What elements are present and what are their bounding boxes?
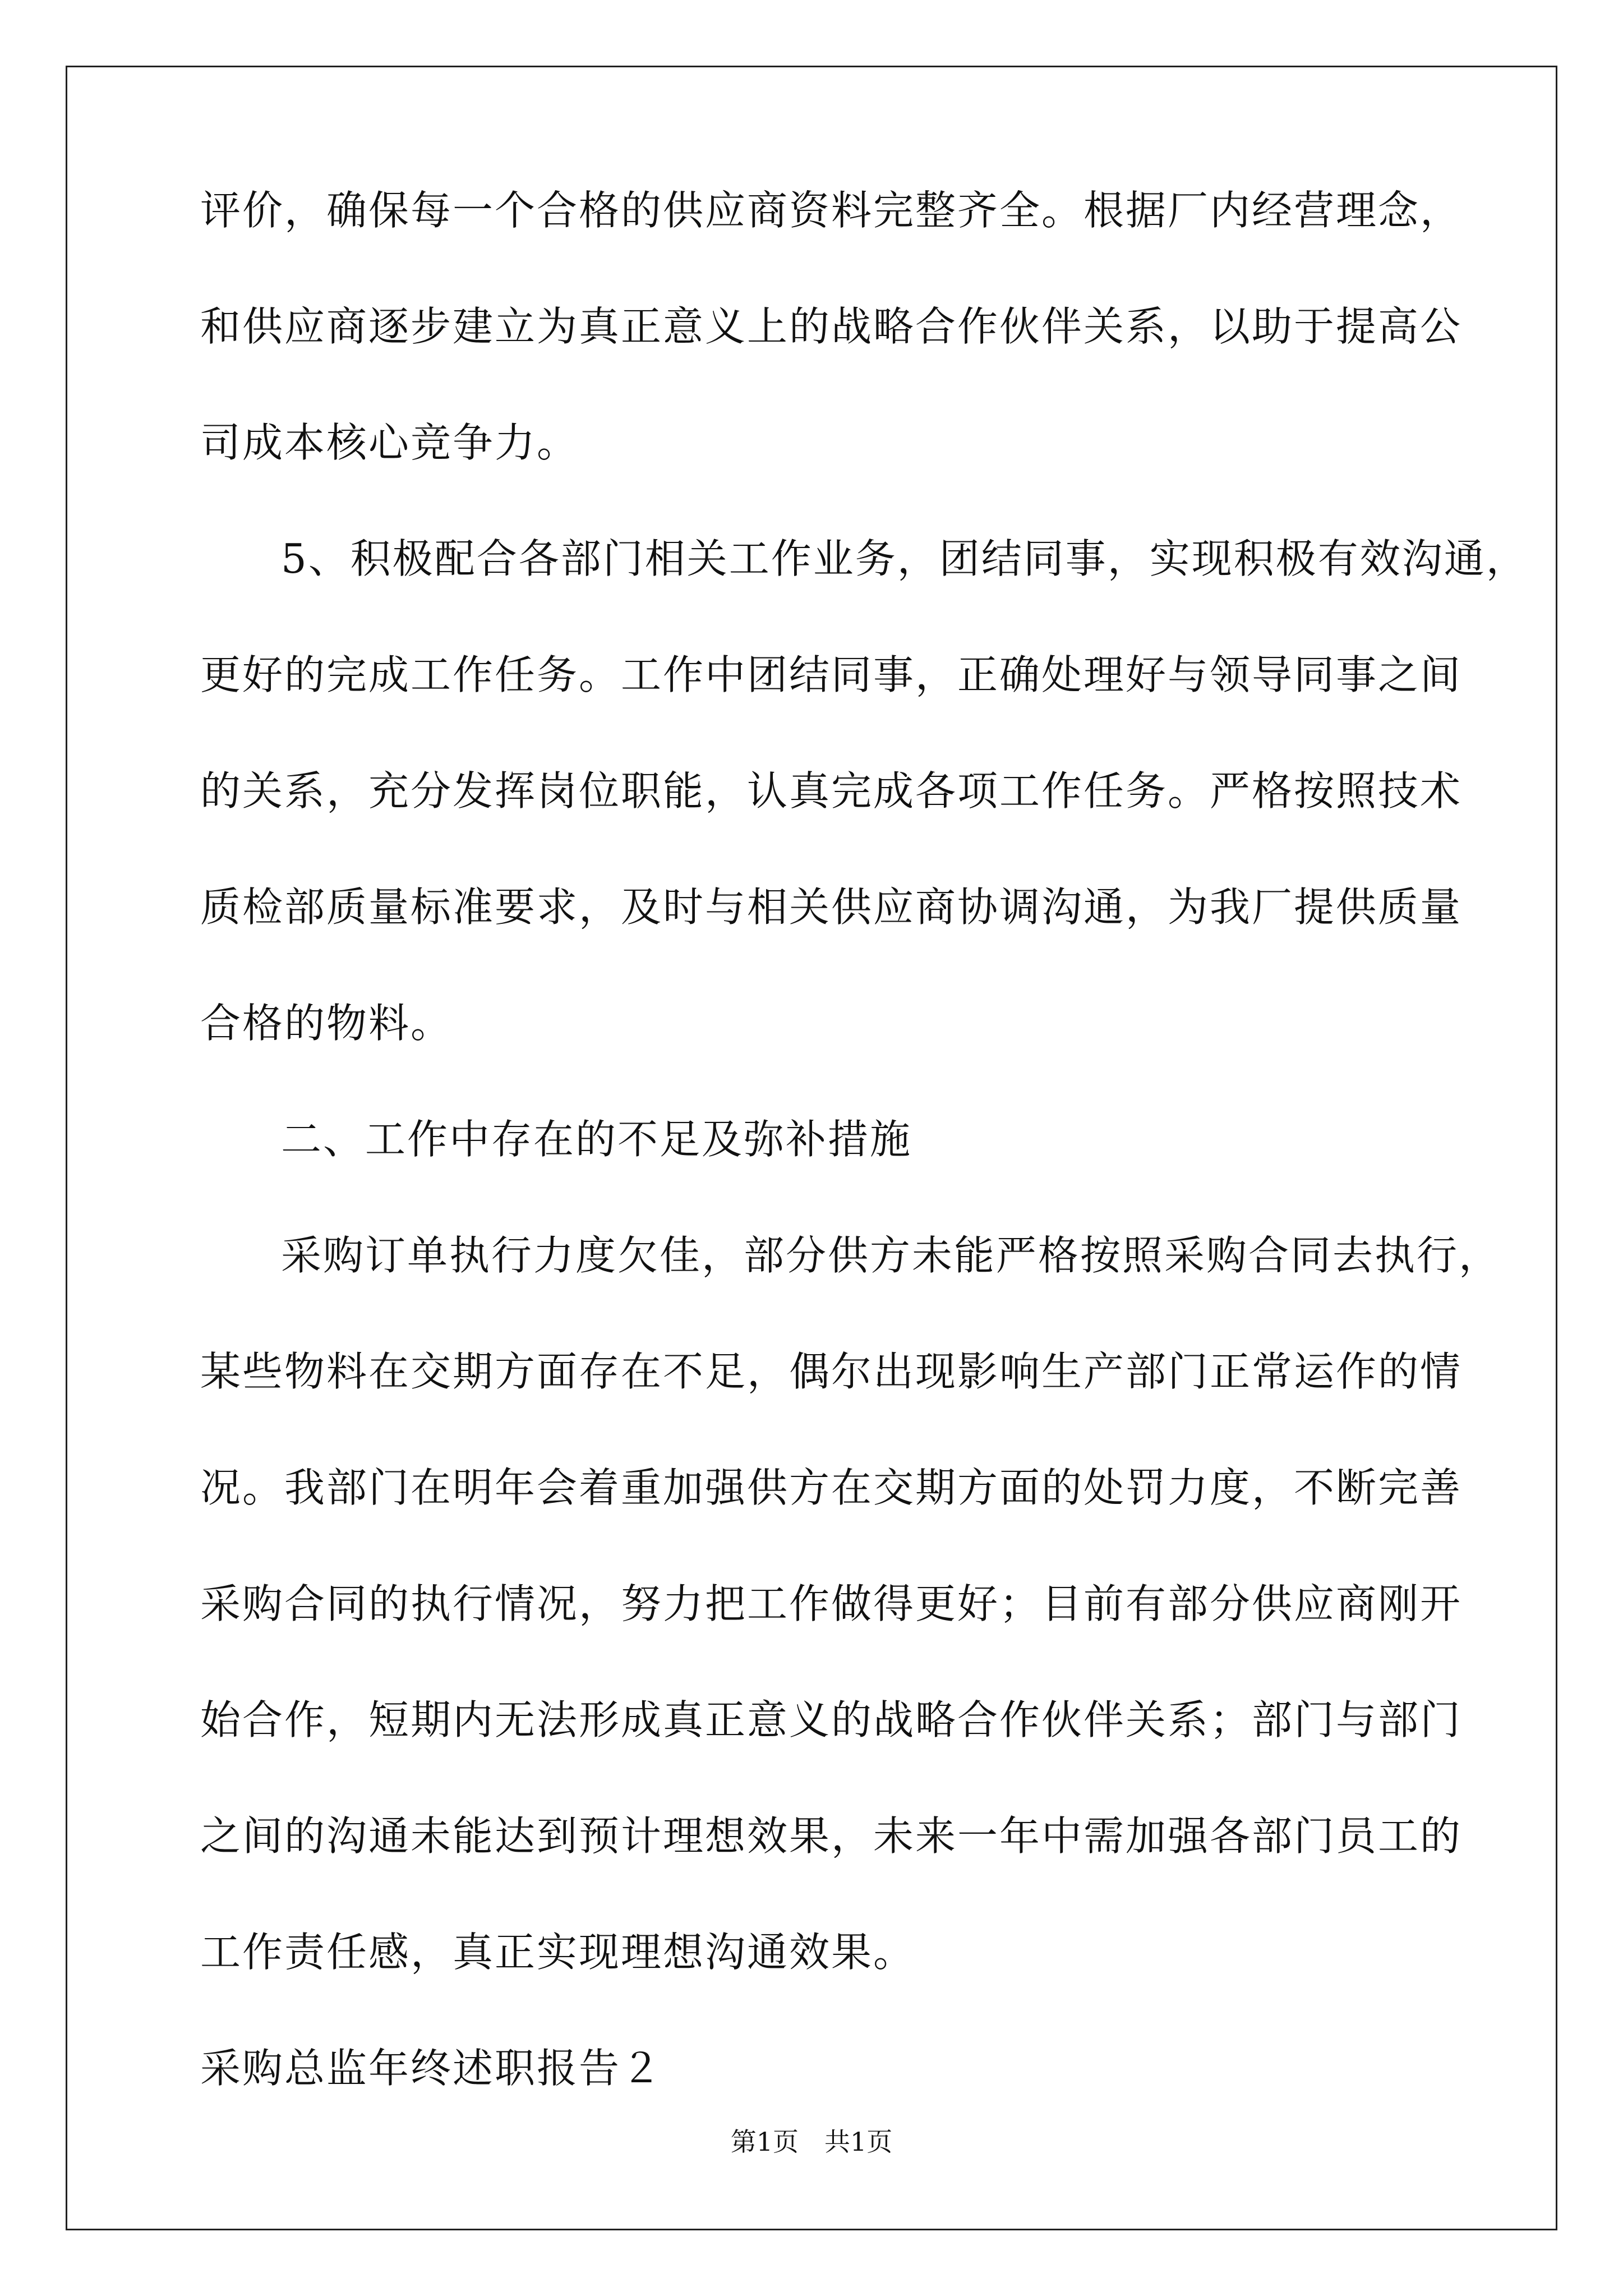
page-footer: 第1页 共1页	[730, 2127, 893, 2157]
paragraph-line: 司成本核心竞争力。	[200, 419, 579, 466]
paragraph-line: 和供应商逐步建立为真正意义上的战略合作伙伴关系，以助于提高公	[200, 303, 1463, 350]
paragraph-line: 质检部质量标准要求，及时与相关供应商协调沟通，为我厂提供质量	[200, 884, 1463, 931]
paragraph-line: 评价，确保每一个合格的供应商资料完整齐全。根据厂内经营理念，	[200, 187, 1463, 234]
paragraph-line: 之间的沟通未能达到预计理想效果，未来一年中需加强各部门员工的	[200, 1812, 1463, 1860]
paragraph-line: 采购合同的执行情况，努力把工作做得更好；目前有部分供应商刚开	[200, 1580, 1463, 1627]
paragraph-line: 某些物料在交期方面存在不足，偶尔出现影响生产部门正常运作的情	[200, 1348, 1463, 1395]
paragraph-line: 5、积极配合各部门相关工作业务，团结同事，实现积极有效沟通，	[281, 535, 1528, 582]
paragraph-line: 的关系，充分发挥岗位职能，认真完成各项工作任务。严格按照技术	[200, 767, 1463, 815]
paragraph-line: 采购订单执行力度欠佳，部分供方未能严格按照采购合同去执行，	[281, 1232, 1501, 1279]
paragraph-line: 况。我部门在明年会着重加强供方在交期方面的处罚力度，不断完善	[200, 1464, 1463, 1511]
paragraph-line: 工作责任感，真正实现理想沟通效果。	[200, 1929, 916, 1976]
next-section-title: 采购总监年终述职报告２	[200, 2045, 663, 2092]
paragraph-line: 合格的物料。	[200, 1000, 453, 1047]
section-heading: 二、工作中存在的不足及弥补措施	[281, 1116, 912, 1163]
paragraph-line: 更好的完成工作任务。工作中团结同事，正确处理好与领导同事之间	[200, 651, 1463, 698]
paragraph-line: 始合作，短期内无法形成真正意义的战略合作伙伴关系；部门与部门	[200, 1696, 1463, 1743]
